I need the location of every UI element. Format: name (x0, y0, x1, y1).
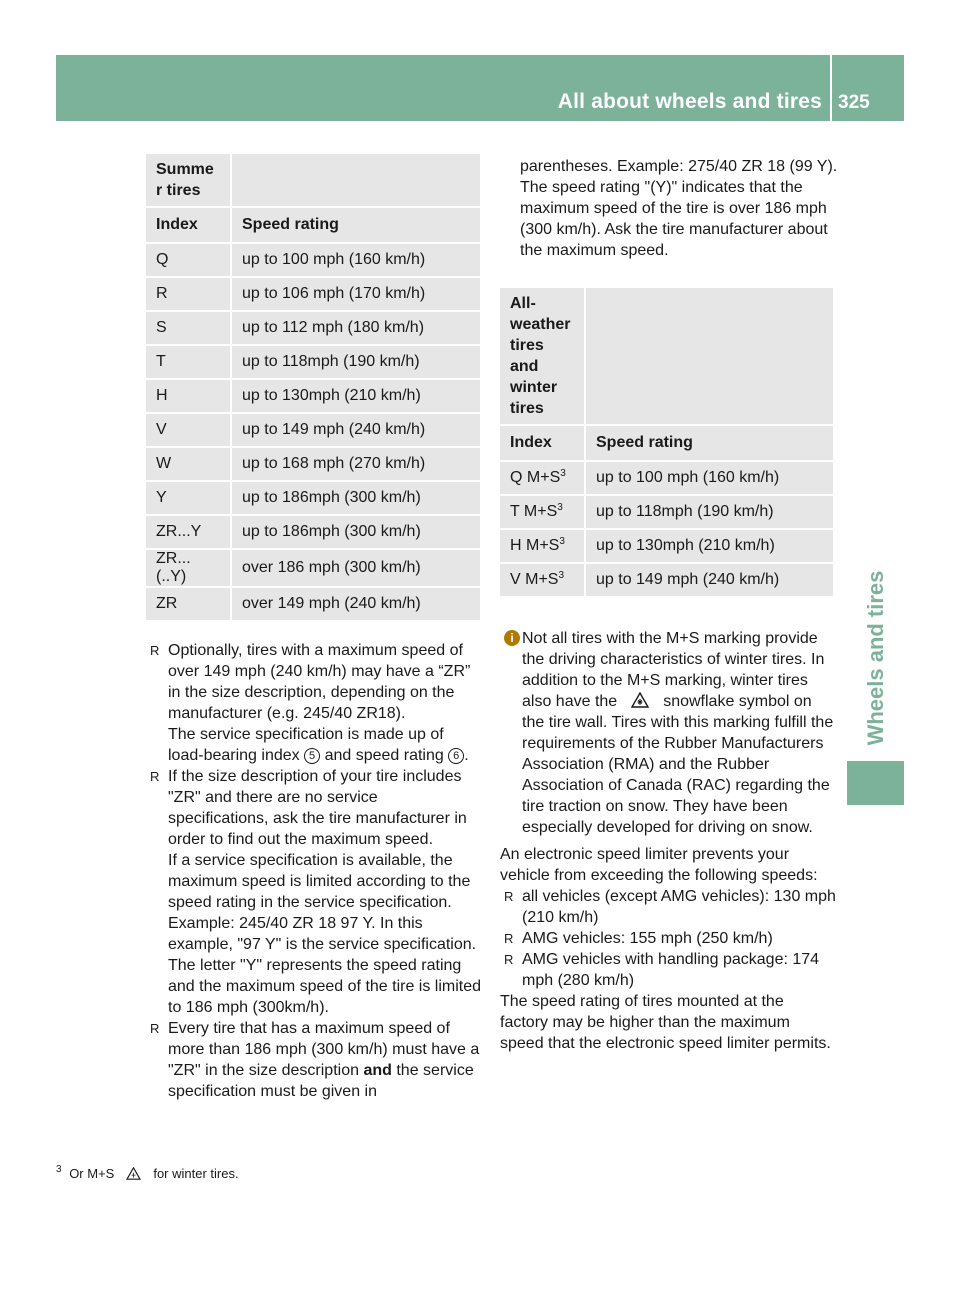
footnote-ref: 3 (557, 502, 563, 513)
cell-index: ZR...(..Y) (146, 550, 232, 586)
table-row (146, 244, 480, 276)
cell-index: S (146, 312, 232, 344)
cell-index: V (146, 414, 232, 446)
table-row (146, 414, 480, 446)
table-row (146, 550, 480, 586)
list-item-detail: If a service specification is available, the maximum speed is limited according to the speed rating in the service specification. Example: 245/40 ZR 18 97 Y. In this example, "97 Y" is the service specification. The letter "Y" represents the speed rating and the maximum speed of the tire is limited to 186 mph (300km/h). (168, 852, 482, 1016)
table-row (146, 448, 480, 480)
cell-rating: up to 130mph (210 km/h) (586, 530, 833, 562)
winter-tires-table (500, 286, 833, 598)
cell-index: V $M+S^3$ (500, 564, 586, 596)
table-row (500, 462, 833, 494)
list-item: R AMG vehicles with handling package: 174 mph (280 km/h) (500, 949, 836, 991)
cell-rating: up to 118mph (190 km/h) (586, 496, 833, 528)
cell-index: Y (146, 482, 232, 514)
cell-rating: up to 118mph (190 km/h) (232, 346, 480, 378)
cell-index: Q (146, 244, 232, 276)
snowflake-mountain-icon (631, 692, 649, 708)
paragraph: An electronic speed limiter prevents your vehicle from exceeding the following speeds: (500, 846, 818, 884)
cell-index: H $M+S^3$ (500, 530, 586, 562)
table-caption-row (500, 288, 833, 424)
cell-index: T $M+S^3$ (500, 496, 586, 528)
side-tab-block (847, 761, 904, 805)
table-header-row (146, 208, 480, 242)
table-row (146, 346, 480, 378)
cell-index: H (146, 380, 232, 412)
cell-rating: up to 100 mph (160 km/h) (232, 244, 480, 276)
speed-limit-list (500, 886, 836, 991)
cell-rating: over 149 mph (240 km/h) (232, 588, 480, 620)
col-header-index: Index (146, 208, 232, 242)
continued-paragraph: parentheses. Example: 275/40 ZR 18 (99 Y). The speed rating "(Y)" indicates that the maximum speed of the tire is over 186 mph (300 km/h). Ask the tire manufacturer about the maximum speed. (520, 158, 838, 259)
info-icon: i (504, 630, 520, 646)
cell-rating: up to 186mph (300 km/h) (232, 482, 480, 514)
table-caption-row (146, 154, 480, 206)
cell-index: R (146, 278, 232, 310)
right-column-intro (520, 156, 840, 261)
list-item: R AMG vehicles: 155 mph (250 km/h) (500, 928, 836, 949)
cell-index: ZR...Y (146, 516, 232, 548)
table-row (500, 496, 833, 528)
table-row (500, 530, 833, 562)
circled-number-5: 5 (304, 748, 320, 764)
list-item: R Every tire that has a maximum speed of more than 186 mph (300 km/h) must have a "ZR" in the size description and the service specification must be given in (146, 1018, 482, 1102)
cell-rating: up to 149 mph (240 km/h) (586, 564, 833, 596)
circled-number-6: 6 (448, 748, 464, 764)
cell-rating: up to 106 mph (170 km/h) (232, 278, 480, 310)
cell-rating: up to 149 mph (240 km/h) (232, 414, 480, 446)
right-column-text (500, 628, 836, 1054)
table-row (146, 588, 480, 620)
footnote-ref: 3 (559, 536, 565, 547)
cell-index: W (146, 448, 232, 480)
cell-rating: up to 112 mph (180 km/h) (232, 312, 480, 344)
header-divider (830, 55, 832, 121)
cell-rating: over 186 mph (300 km/h) (232, 550, 480, 586)
footnote: $^3$ Or M+S for winter tires. (56, 1164, 239, 1181)
cell-index: Q $M+S^3$ (500, 462, 586, 494)
summer-tires-table (146, 152, 480, 622)
list-item: R Optionally, tires with a maximum speed of over 149 mph (240 km/h) may have a “ZR” in the size description, depending on the manufacturer (e.g. 245/40 ZR18). (146, 640, 482, 724)
list-item-detail: The service specification is made up of load-bearing index 5 and speed rating 6 . (168, 726, 469, 764)
footnote-ref: 3 (558, 570, 565, 581)
list-item: R If the size description of your tire includes "ZR" and there are no service specifications, ask the tire manufacturer in order to find out the maximum speed. (146, 766, 482, 850)
info-note: i Not all tires with the M+S marking provide the driving characteristics of winter tires. In addition to the M+S marking, winter tires also have the snowflake symbol on the tire wall. Tires with this marking fulfill the requirements of the Rubber Manufacturers Association (RMA) and the Rubber Association of Canada (RAC) regarding the tire traction on snow. They have been especially developed for driving on snow. (500, 628, 836, 838)
table-row (146, 516, 480, 548)
cell-index: ZR (146, 588, 232, 620)
cell-rating: up to 168 mph (270 km/h) (232, 448, 480, 480)
table-caption: Summe r tires (146, 154, 232, 206)
page-number: 325 (838, 92, 870, 113)
col-header-index: Index (500, 426, 586, 460)
footnote-ref: 3 (560, 468, 566, 479)
table-row (146, 278, 480, 310)
left-column-text (146, 640, 482, 1102)
cell-rating: up to 130mph (210 km/h) (232, 380, 480, 412)
table-row (500, 564, 833, 596)
list-item: R all vehicles (except AMG vehicles): 130 mph (210 km/h) (500, 886, 836, 928)
table-row (146, 312, 480, 344)
table-header-row (500, 426, 833, 460)
snowflake-mountain-icon (126, 1167, 141, 1180)
page-section-title: All about wheels and tires (557, 90, 822, 113)
col-header-rating: Speed rating (232, 208, 480, 242)
cell-index: T (146, 346, 232, 378)
cell-rating: up to 100 mph (160 km/h) (586, 462, 833, 494)
table-row (146, 380, 480, 412)
table-caption: All- weather tires and winter tires (500, 288, 586, 424)
side-tab-label: Wheels and tires (863, 570, 888, 746)
paragraph: The speed rating of tires mounted at the factory may be higher than the maximum speed that the electronic speed limiter permits. (500, 993, 831, 1052)
col-header-rating: Speed rating (586, 426, 833, 460)
cell-rating: up to 186mph (300 km/h) (232, 516, 480, 548)
table-row (146, 482, 480, 514)
